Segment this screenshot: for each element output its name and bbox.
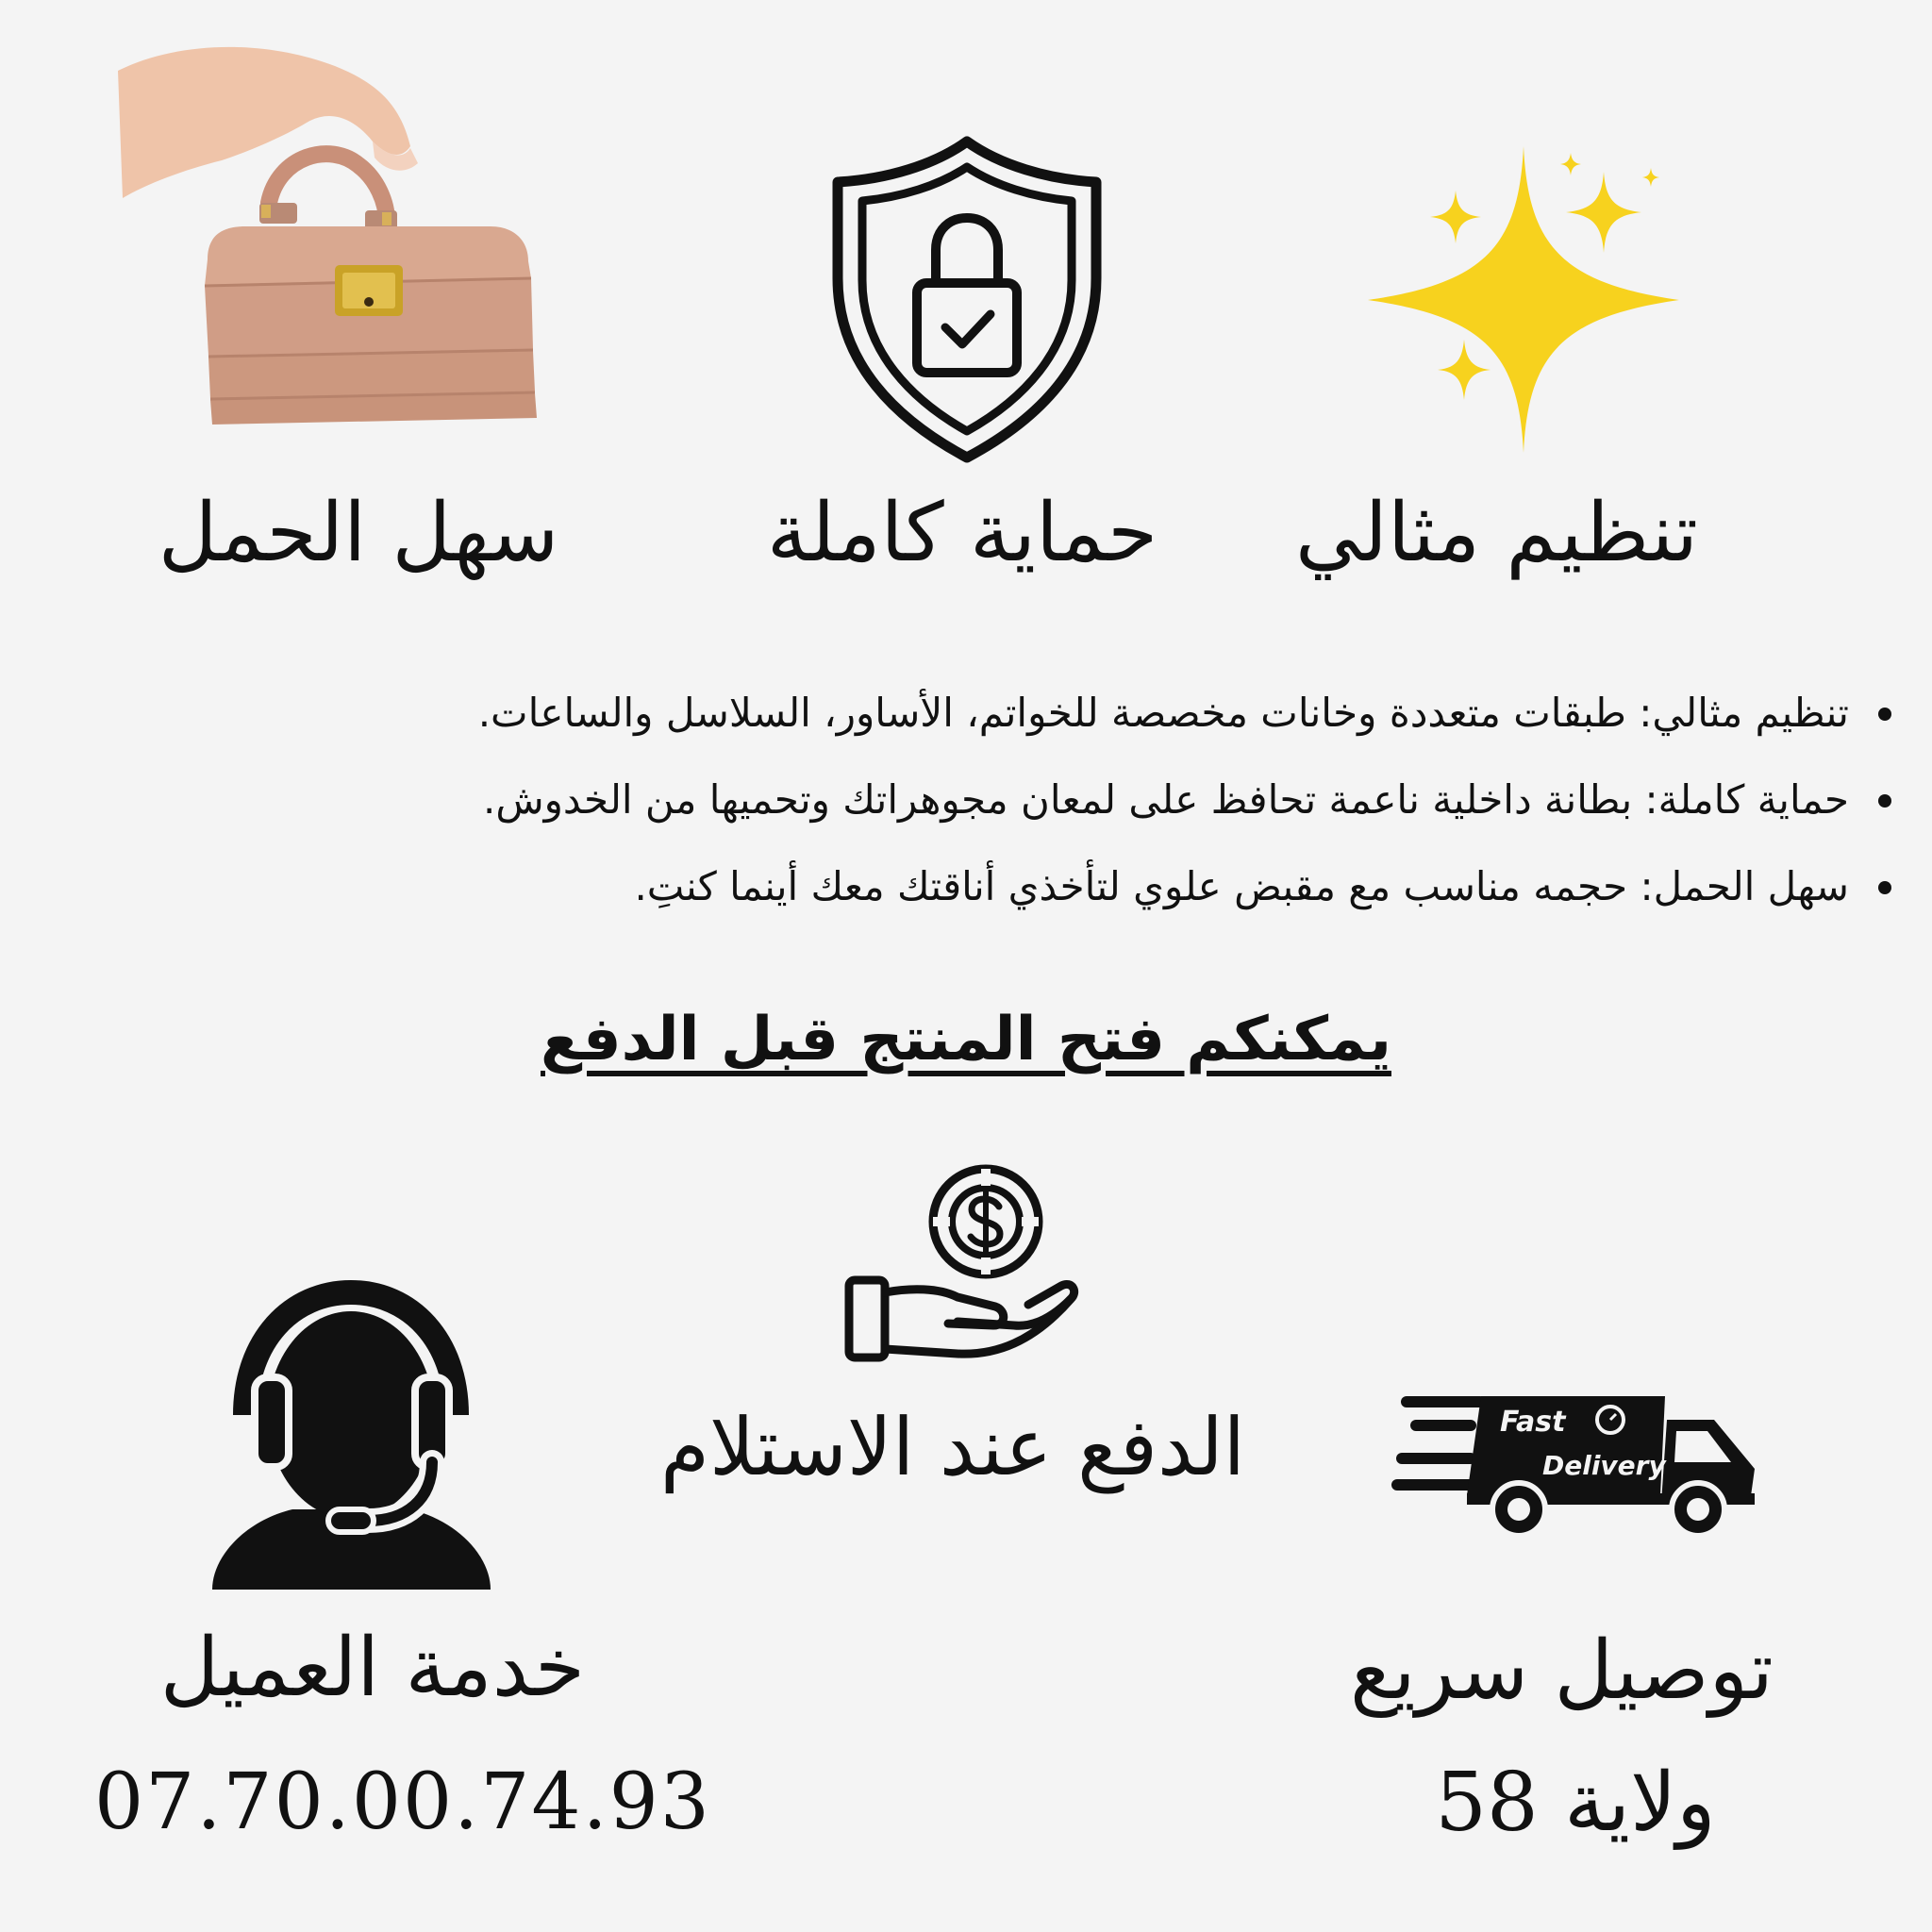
- truck-delivery-label: Delivery: [1542, 1450, 1666, 1481]
- sparkles-icon: [1358, 142, 1689, 453]
- wilaya-count: ولاية 58: [1435, 1756, 1716, 1850]
- bullet-item-organization: تنظيم مثالي: طبقات متعددة وخانات مخصصة للخواتم، الأساور، السلاسل والساعات.: [142, 670, 1906, 757]
- feature-bullet-list: [142, 670, 1906, 930]
- delivery-truck-icon: [1391, 1391, 1764, 1538]
- phone-number: 07.70.00.74.93: [94, 1757, 711, 1847]
- shield-lock-icon: [830, 137, 1104, 462]
- jewelry-box-image: [118, 42, 552, 429]
- bullet-item-carry: سهل الحمل: حجمه مناسب مع مقبض علوي لتأخذي أناقتك معك أينما كنتِ.: [142, 843, 1906, 930]
- truck-fast-label: Fast: [1500, 1406, 1566, 1439]
- customer-service-title: خدمة العميل: [159, 1621, 585, 1715]
- cash-on-delivery-title: الدفع عند الاستلام: [660, 1401, 1245, 1493]
- full-protection-title: حماية كاملة: [766, 486, 1158, 580]
- easy-carry-title: سهل الحمل: [158, 486, 559, 580]
- fast-delivery-title: توصيل سريع: [1349, 1624, 1774, 1718]
- hand-coin-icon: [844, 1165, 1080, 1368]
- bullet-item-protection: حماية كاملة: بطانة داخلية ناعمة تحافظ على لمعان مجوهراتك وتحميها من الخدوش.: [142, 757, 1906, 843]
- ideal-organization-title: تنظيم مثالي: [1294, 486, 1698, 580]
- headset-agent-icon: [208, 1274, 495, 1594]
- open-before-pay-notice: يمكنكم فتح المنتج قبل الدفع: [541, 1005, 1391, 1074]
